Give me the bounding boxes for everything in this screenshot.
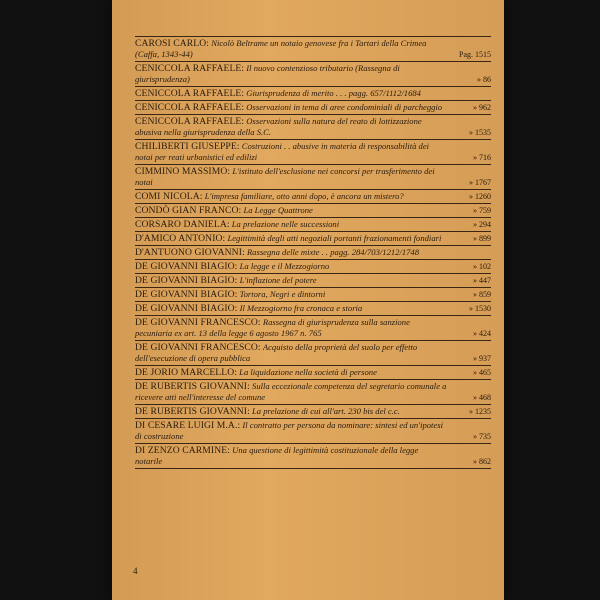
entry-page-ref: » 962 [473, 103, 491, 112]
index-entry [135, 204, 491, 218]
entry-title: Osservazioni sulla natura del reato di lottizzazione abusiva nella giurisprudenza della S.C. [135, 116, 422, 137]
entry-author: CAROSI CARLO: [135, 38, 210, 49]
entry-author: CIMMINO MASSIMO: [135, 166, 231, 177]
entry-author: CENICCOLA RAFFAELE: [135, 116, 245, 127]
entry-page-ref: » 1235 [469, 407, 491, 416]
index-entry [135, 140, 491, 165]
book-page [112, 0, 504, 600]
entry-page-ref: Pag. 1515 [459, 50, 491, 59]
entry-title: L'istituto dell'esclusione nei concorsi per trasferimento dei notai [135, 166, 435, 187]
entry-author: DE JORIO MARCELLO: [135, 367, 238, 378]
entry-page-ref: » 735 [473, 432, 491, 441]
entry-page-ref: » 899 [473, 234, 491, 243]
entry-author: CENICCOLA RAFFAELE: [135, 88, 245, 99]
entry-author: DE GIOVANNI BIAGIO: [135, 289, 238, 300]
entry-title: La liquidazione nella società di persone [239, 367, 377, 377]
index-entry [135, 302, 491, 316]
entry-author: DE GIOVANNI BIAGIO: [135, 261, 238, 272]
entry-title: Tortora, Negri e dintorni [239, 289, 326, 299]
entry-page-ref: » 716 [473, 153, 491, 162]
entry-title: Una questione di legittimità costituzionale della legge notarile [135, 445, 419, 466]
index-entry [135, 87, 491, 101]
entry-title: Sulla eccezionale competenza del segretario comunale a ricevere atti nell'interesse del comune [135, 381, 447, 402]
entry-page-ref: » 1767 [469, 178, 491, 187]
index-entry [135, 341, 491, 366]
entry-author: CHILIBERTI GIUSEPPE: [135, 141, 240, 152]
entry-title: Giurisprudenza di merito . . . pagg. 657/1112/1684 [246, 88, 421, 98]
index-entry [135, 288, 491, 302]
entry-page-ref: » 294 [473, 220, 491, 229]
index-entry [135, 115, 491, 140]
entry-title: L'impresa familiare, otto anni dopo, è ancora un mistero? [204, 191, 404, 201]
index-entry [135, 444, 491, 469]
index-entry [135, 380, 491, 405]
entry-page-ref: » 102 [473, 262, 491, 271]
entry-page-ref: » 86 [477, 75, 491, 84]
index-entry [135, 274, 491, 288]
entry-author: DE RUBERTIS GIOVANNI: [135, 406, 250, 417]
entry-title: Legittimità degli atti negoziali portanti frazionamenti fondiari [227, 233, 442, 243]
entry-title: La Legge Quattrone [243, 205, 313, 215]
entry-page-ref: » 424 [473, 329, 491, 338]
index-entry [135, 101, 491, 115]
entry-page-ref: » 759 [473, 206, 491, 215]
entry-page-ref: » 468 [473, 393, 491, 402]
index-entry [135, 405, 491, 419]
index-entry [135, 36, 491, 62]
entry-page-ref: » 465 [473, 368, 491, 377]
entry-title: La prelazione di cui all'art. 230 bis del c.c. [252, 406, 400, 416]
entry-title: Costruzioni . . abusive in materia di responsabilità dei notai per reati urbanistici ed edilizi [135, 141, 430, 162]
entry-page-ref: » 859 [473, 290, 491, 299]
entry-author: CENICCOLA RAFFAELE: [135, 102, 245, 113]
index-entry [135, 419, 491, 444]
entry-page-ref: » 1535 [469, 128, 491, 137]
index-entry [135, 260, 491, 274]
entry-page-ref: » 937 [473, 354, 491, 363]
entry-author: DE GIOVANNI FRANCESCO: [135, 317, 261, 328]
entry-title: Il contratto per persona da nominare: sintesi ed un'ipotesi di costruzione [135, 420, 443, 441]
entry-title: La legge e il Mezzogiorno [239, 261, 330, 271]
index-entry [135, 190, 491, 204]
entry-author: DI CESARE LUIGI M.A.: [135, 420, 241, 431]
entry-title: Osservazioni in tema di aree condominiali di parcheggio [246, 102, 443, 112]
entry-author: CORSARO DANIELA: [135, 219, 230, 230]
entry-page-ref: » 1530 [469, 304, 491, 313]
entry-title: La prelazione nelle successioni [231, 219, 340, 229]
entry-author: CONDÒ GIAN FRANCO: [135, 205, 242, 216]
entry-title: Il nuovo contenzioso tributario (Rassegna di giurisprudenza) [135, 63, 400, 84]
entry-page-ref: » 862 [473, 457, 491, 466]
page-number: 4 [133, 566, 138, 576]
entry-title: Rassegna delle mixte . . pagg. 284/703/1212/1748 [246, 247, 420, 257]
entry-author: DE RUBERTIS GIOVANNI: [135, 381, 250, 392]
index-list [135, 36, 491, 469]
entry-author: DI ZENZO CARMINE: [135, 445, 230, 456]
entry-title: Acquisto della proprietà del suolo per effetto dell'esecuzione di opera pubblica [135, 342, 418, 363]
entry-author: DE GIOVANNI FRANCESCO: [135, 342, 261, 353]
entry-title: L'inflazione del potere [239, 275, 317, 285]
index-entry [135, 62, 491, 87]
index-entry [135, 246, 491, 260]
entry-title: Nicolò Beltrame un notaio genovese fra i Tartari della Crimea (Caffa, 1343-44) [135, 38, 427, 59]
entry-page-ref: » 447 [473, 276, 491, 285]
entry-title: Rassegna di giurisprudenza sulla sanzione pecuniaria ex art. 13 della legge 6 agosto 1967 n. 765 [135, 317, 410, 338]
entry-author: DE GIOVANNI BIAGIO: [135, 275, 238, 286]
index-entry [135, 366, 491, 380]
entry-author: DE GIOVANNI BIAGIO: [135, 303, 238, 314]
index-entry [135, 218, 491, 232]
entry-author: COMI NICOLA: [135, 191, 203, 202]
index-entry [135, 316, 491, 341]
index-entry [135, 165, 491, 190]
entry-title: Il Mezzogiorno fra cronaca e storia [239, 303, 363, 313]
entry-page-ref: » 1260 [469, 192, 491, 201]
entry-author: D'AMICO ANTONIO: [135, 233, 226, 244]
entry-author: D'ANTUONO GIOVANNI: [135, 247, 245, 258]
entry-author: CENICCOLA RAFFAELE: [135, 63, 245, 74]
index-entry [135, 232, 491, 246]
